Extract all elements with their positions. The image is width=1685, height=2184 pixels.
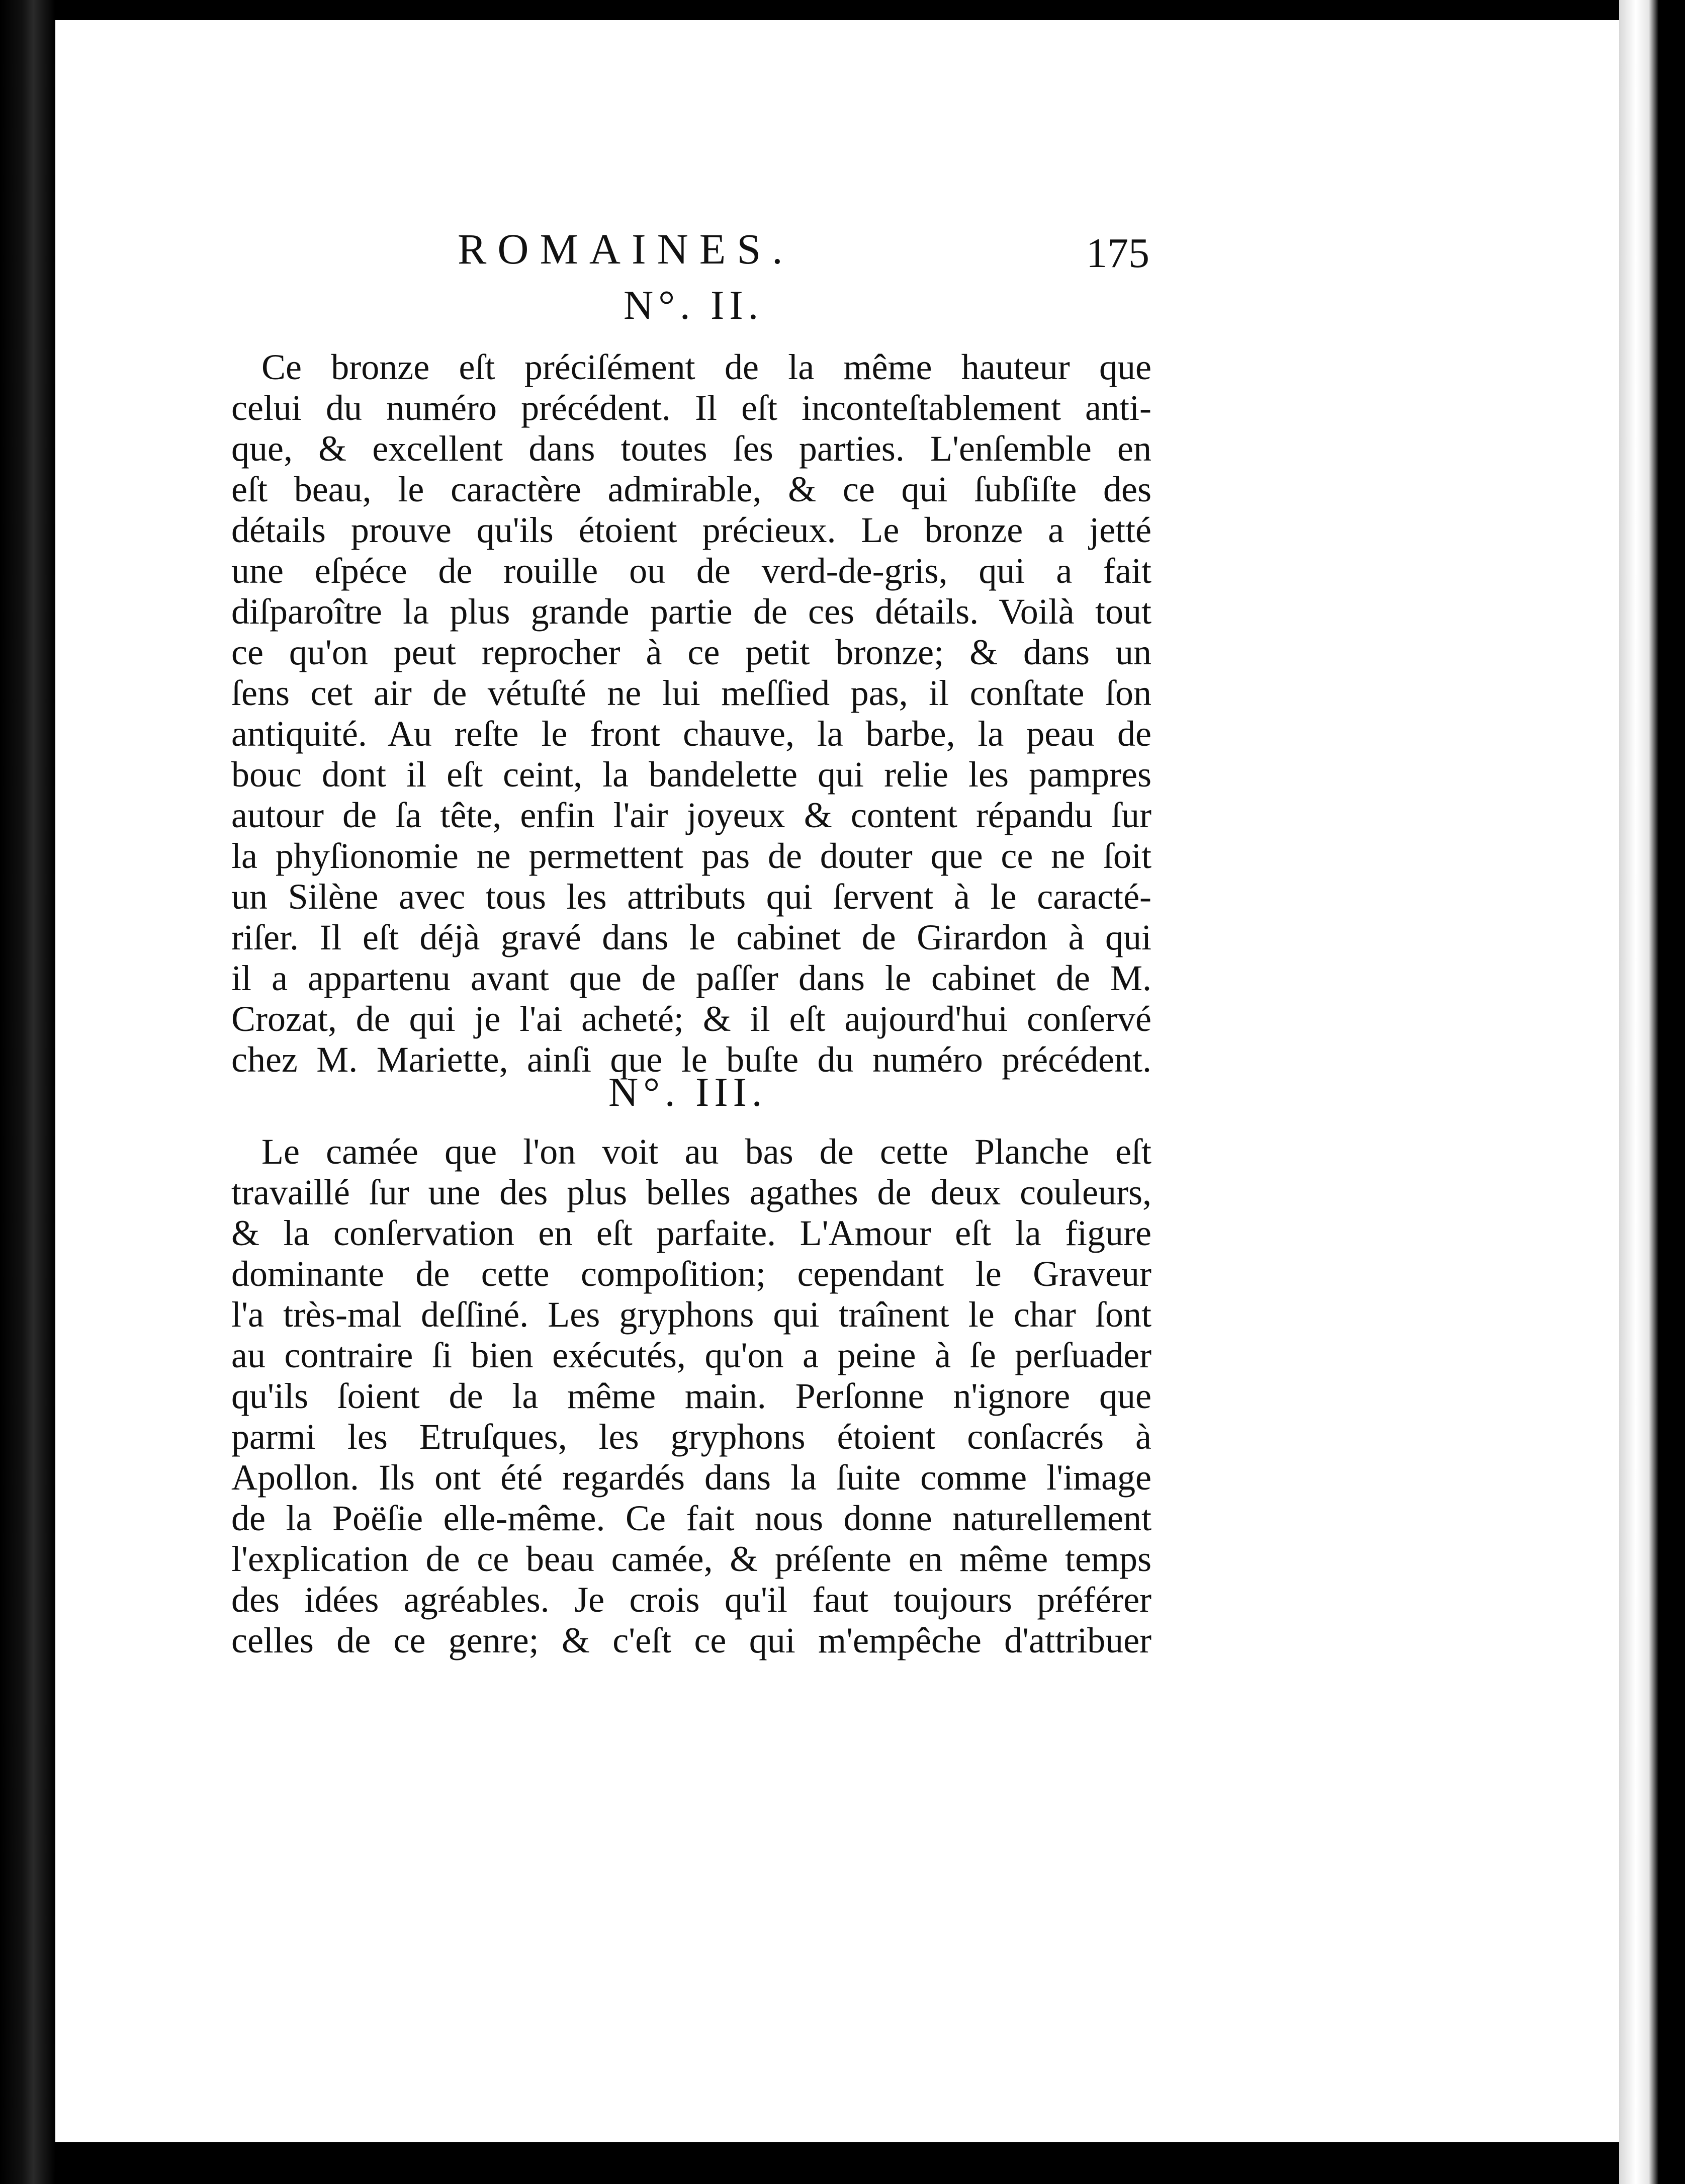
text-line: Ce bronze eſt préciſément de la même hauteur que — [261, 347, 1151, 387]
text-line: chez M. Mariette, ainſi que le buſte du numéro précédent. — [231, 1039, 1151, 1080]
section-title-iii: N°. III. — [608, 1069, 767, 1115]
text-line: au contraire ſi bien exécutés, qu'on a peine à ſe perſuader — [231, 1335, 1151, 1375]
text-line: autour de ſa tête, enfin l'air joyeux & content répandu ſur — [231, 795, 1151, 835]
text-line: que, & excellent dans toutes ſes parties. L'enſemble en — [231, 428, 1151, 469]
text-line: celles de ce genre; & c'eſt ce qui m'empêche d'attribuer — [231, 1620, 1151, 1661]
scan-edge-left — [0, 0, 55, 2184]
text-line: ſens cet air de vétuſté ne lui meſſied pas, il conſtate ſon — [231, 673, 1151, 713]
text-line: travaillé ſur une des plus belles agathes de deux couleurs, — [231, 1172, 1151, 1212]
text-line: il a appartenu avant que de paſſer dans le cabinet de M. — [231, 958, 1151, 998]
text-line: parmi les Etruſques, les gryphons étoient conſacrés à — [231, 1417, 1151, 1457]
paragraph-iii — [231, 1131, 1151, 1661]
text-line: Apollon. Ils ont été regardés dans la ſuite comme l'image — [231, 1457, 1151, 1498]
text-line: dominante de cette compoſition; cependant le Graveur — [231, 1254, 1151, 1294]
text-line: Crozat, de qui je l'ai acheté; & il eſt aujourd'hui conſervé — [231, 999, 1151, 1039]
text-line: antiquité. Au reſte le front chauve, la barbe, la peau de — [231, 714, 1151, 754]
paragraph-ii — [231, 347, 1151, 1080]
text-line: riſer. Il eſt déjà gravé dans le cabinet de Girardon à qui — [231, 917, 1151, 957]
text-line: bouc dont il eſt ceint, la bandelette qui relie les pampres — [231, 754, 1151, 795]
text-line: un Silène avec tous les attributs qui ſervent à le caracté- — [231, 877, 1151, 917]
text-line: qu'ils ſoient de la même main. Perſonne n'ignore que — [231, 1376, 1151, 1416]
running-head: ROMAINES. — [458, 225, 794, 273]
text-line: diſparoître la plus grande partie de ces détails. Voilà tout — [231, 591, 1151, 632]
text-line: l'a très-mal deſſiné. Les gryphons qui traînent le char ſont — [231, 1294, 1151, 1335]
text-line: & la conſervation en eſt parfaite. L'Amour eſt la figure — [231, 1213, 1151, 1253]
text-line: de la Poëſie elle-même. Ce fait nous donne naturellement — [231, 1498, 1151, 1538]
text-line: Le camée que l'on voit au bas de cette Planche eſt — [261, 1131, 1151, 1172]
text-line: l'explication de ce beau camée, & préſente en même temps — [231, 1539, 1151, 1579]
section-title-ii: N°. II. — [624, 282, 764, 328]
scan-edge-right — [1619, 0, 1685, 2184]
text-line: détails prouve qu'ils étoient précieux. Le bronze a jetté — [231, 510, 1151, 550]
text-line: une eſpéce de rouille ou de verd-de-gris, qui a fait — [231, 551, 1151, 591]
text-line: la phyſionomie ne permettent pas de douter que ce ne ſoit — [231, 836, 1151, 876]
page-number: 175 — [1086, 230, 1149, 277]
text-line: eſt beau, le caractère admirable, & ce qui ſubſiſte des — [231, 469, 1151, 509]
text-line: des idées agréables. Je crois qu'il faut toujours préférer — [231, 1580, 1151, 1620]
text-line: ce qu'on peut reprocher à ce petit bronze; & dans un — [231, 632, 1151, 672]
book-page — [55, 20, 1619, 2142]
text-line: celui du numéro précédent. Il eſt inconteſtablement anti- — [231, 388, 1151, 428]
